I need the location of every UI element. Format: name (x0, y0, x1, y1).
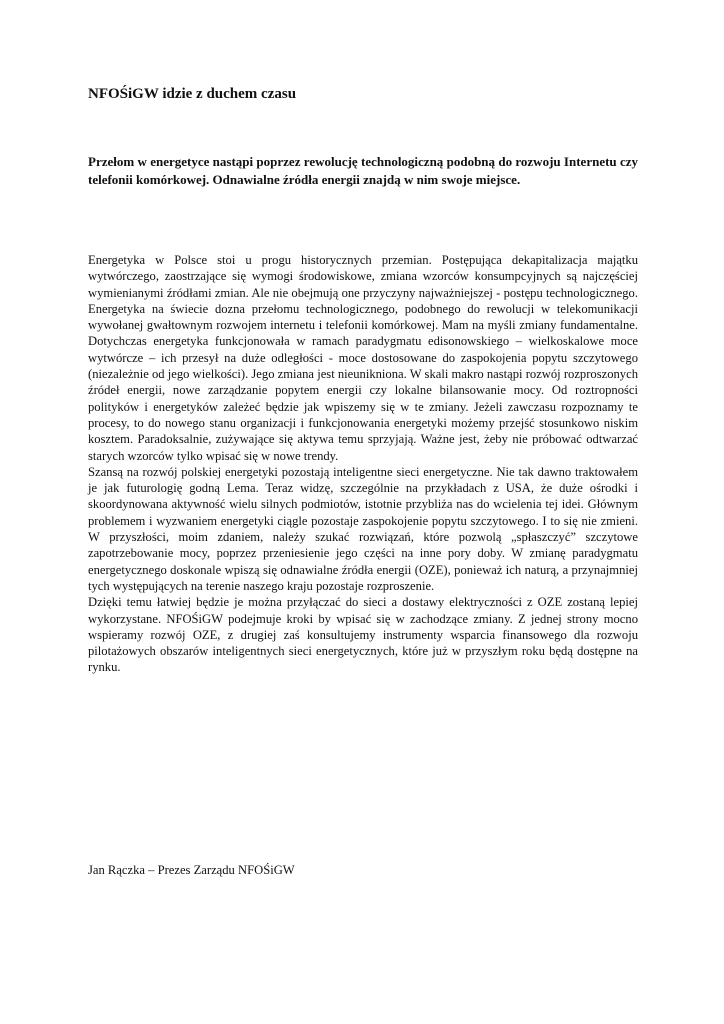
author-signature: Jan Rączka – Prezes Zarządu NFOŚiGW (88, 863, 295, 877)
body-paragraph-1: Energetyka w Polsce stoi u progu historycznych przemian. Postępująca dekapitalizacja majątku wytwórczego, zaostrzające się wymogi środowiskowe, zmiana wzorców konsumpcyjnych są najczęściej wymienianymi źródłami zmian. Ale nie obejmują one przyczyny najważniejszej - postępu technologicznego. Energetyka na świecie dozna przełomu technologicznego, podobnego do rewolucji w telekomunikacji wywołanej gwałtownym rozwojem internetu i telefonii komórkowej. Mam na myśli zmiany fundamentalne. Dotychczas energetyka funkcjonowała w ramach paradygmatu edisonowskiego – wielkoskalowe moce wytwórcze – ich przesył na duże odległości - moce dostosowane do zaspokojenia popytu szczytowego (niezależnie od jego wielkości). Jego zmiana jest nieunikniona. W skali makro nastąpi rozwój rozproszonych źródeł energii, nowe zarządzanie popytem energii czy lokalne bilansowanie mocy. Od roztropności polityków i energetyków zależeć będzie jak wpiszemy się w te zmiany. Jeżeli zawczasu rozpoznamy te procesy, to do nowego stanu organizacji i funkcjonowania energetyki możemy przejść stosunkowo niskim kosztem. Paradoksalnie, zużywające się aktywa temu sprzyjają. Ważne jest, żeby nie próbować odtwarzać starych wzorców tylko wpisać się w nowe trendy. (88, 253, 638, 463)
article-body (88, 252, 638, 676)
lead-paragraph: Przełom w energetyce nastąpi poprzez rewolucję technologiczną podobną do rozwoju Internetu czy telefonii komórkowej. Odnawialne źródła energii znajdą w nim swoje miejsce. (88, 154, 638, 187)
body-paragraph-2: Szansą na rozwój polskiej energetyki pozostają inteligentne sieci energetyczne. Nie tak dawno traktowałem je jak futurologię godną Lema. Teraz widzę, szczególnie na przykładach z USA, że duże ośrodki i skoordynowana aktywność wielu silnych podmiotów, istotnie przybliża nas do wcielenia tej idei. Głównym problemem i wyzwaniem energetyki ciągle pozostaje zaspokojenie popytu szczytowego. I to się nie zmieni. W przyszłości, moim zdaniem, należy szukać rozwiązań, które pozwolą „spłaszczyć” szczytowe zapotrzebowanie mocy, poprzez przeniesienie jego części na inne pory doby. W zmianę paradygmatu energetycznego doskonale wpiszą się odnawialne źródła energii (OZE), ponieważ ich naturą, a przynajmniej tych występujących na terenie naszego kraju pozostaje rozproszenie. (88, 464, 638, 593)
body-paragraph-3: Dzięki temu łatwiej będzie je można przyłączać do sieci a dostawy elektryczności z OZE zostaną lepiej wykorzystane. NFOŚiGW podejmuje kroki by wpisać się w zachodzące zmiany. Z jednej strony mocno wspieramy rozwój OZE, z drugiej zaś konsultujemy instrumenty wsparcia finansowego dla rozwoju pilotażowych obszarów inteligentnych sieci energetycznych, które już w przyszłym roku będą dostępne na rynku. (88, 595, 638, 675)
document-title: NFOŚiGW idzie z duchem czasu (88, 86, 297, 102)
